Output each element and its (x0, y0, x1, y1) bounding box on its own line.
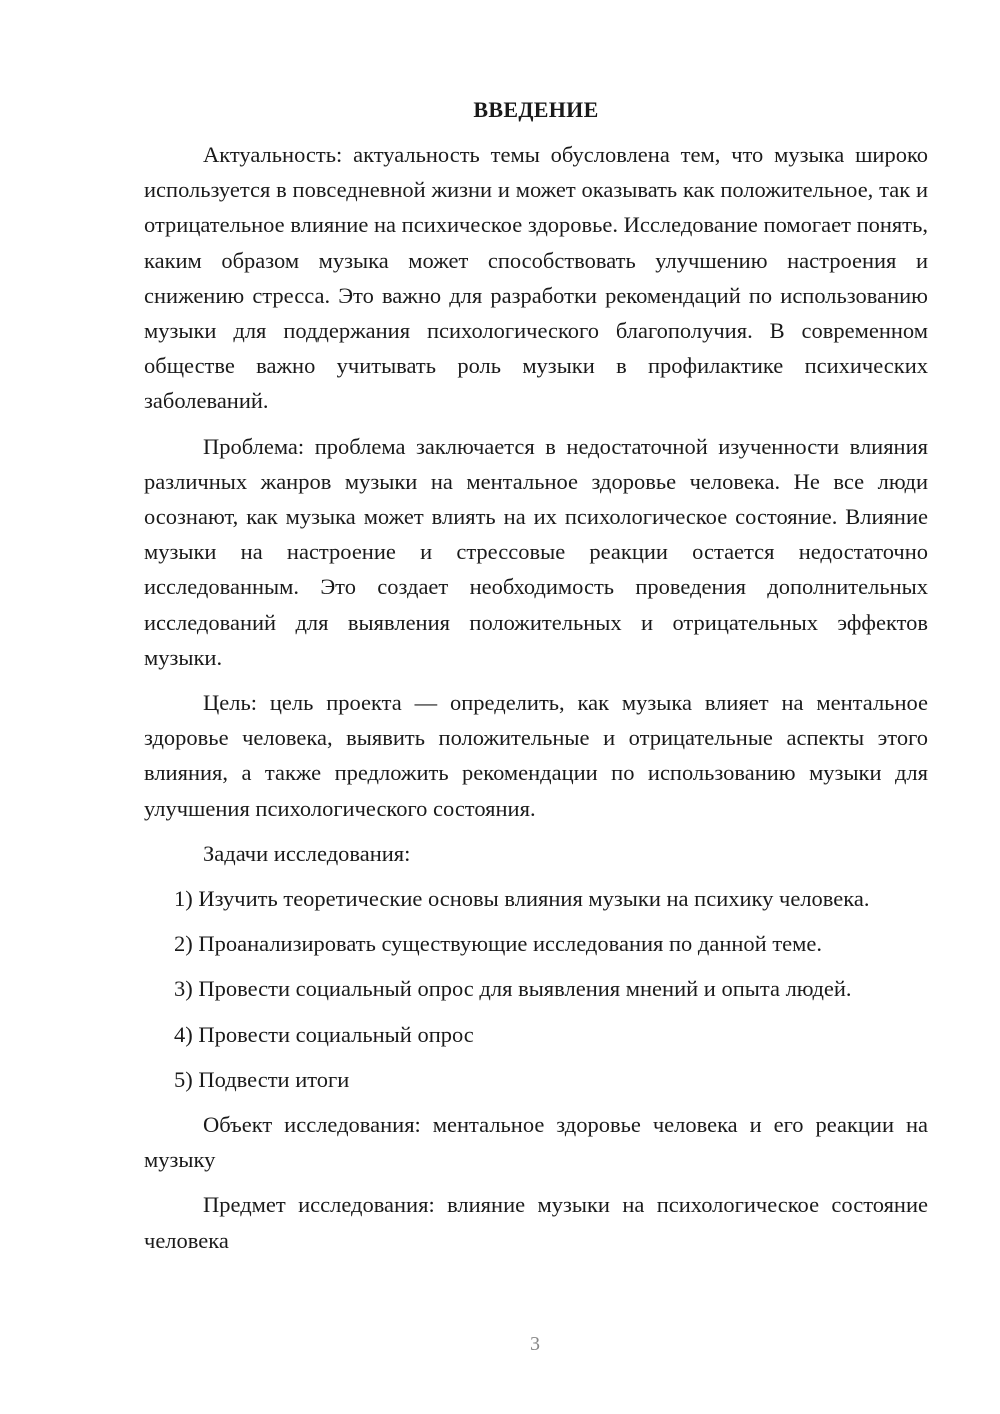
page-body (144, 95, 928, 1268)
task-item: 1) Изучить теоретические основы влияния музыки на психику человека. (174, 886, 870, 912)
section-title: ВВЕДЕНИЕ (473, 97, 599, 122)
problem-paragraph: Проблема: проблема заключается в недостаточной изученности влияния различных жанров музыки на ментальное здоровье человека. Не все люди осознают, как музыка может влиять на их психологическое состояние. Влияние музыки на настроение и стрессовые реакции остается недостаточно исследованным. Это создает необходимость проведения дополнительных исследований для выявления положительных и отрицательных эффектов музыки. (144, 433, 928, 670)
task-item: 4) Провести социальный опрос (174, 1021, 474, 1047)
task-item: 2) Проанализировать существующие исследования по данной теме. (174, 931, 823, 957)
relevance-paragraph: Актуальность: актуальность темы обусловлена тем, что музыка широко используется в повседневной жизни и может оказывать как положительное, так и отрицательное влияние на психическое здоровье. Исследование помогает понять, каким образом музыка может способствовать улучшению настроения и снижению стресса. Это важно для разработки рекомендаций по использованию музыки для поддержания психологического благополучия. В современном обществе важно учитывать роль музыки в профилактике психических заболеваний. (144, 142, 928, 414)
page-number: 3 (530, 1333, 540, 1355)
tasks-heading: Задачи исследования: (203, 840, 411, 866)
task-item: 3) Провести социальный опрос для выявления мнений и опыта людей. (174, 976, 852, 1002)
object-paragraph: Объект исследования: ментальное здоровье человека и его реакции на музыку (144, 1112, 928, 1173)
goal-paragraph: Цель: цель проекта — определить, как музыка влияет на ментальное здоровье человека, выявить положительные и отрицательные аспекты этого влияния, а также предложить рекомендации по использованию музыки для улучшения психологического состояния. (144, 690, 928, 821)
task-item: 5) Подвести итоги (174, 1066, 350, 1092)
tasks-list (144, 881, 928, 1097)
subject-paragraph: Предмет исследования: влияние музыки на психологическое состояние человека (144, 1192, 928, 1253)
